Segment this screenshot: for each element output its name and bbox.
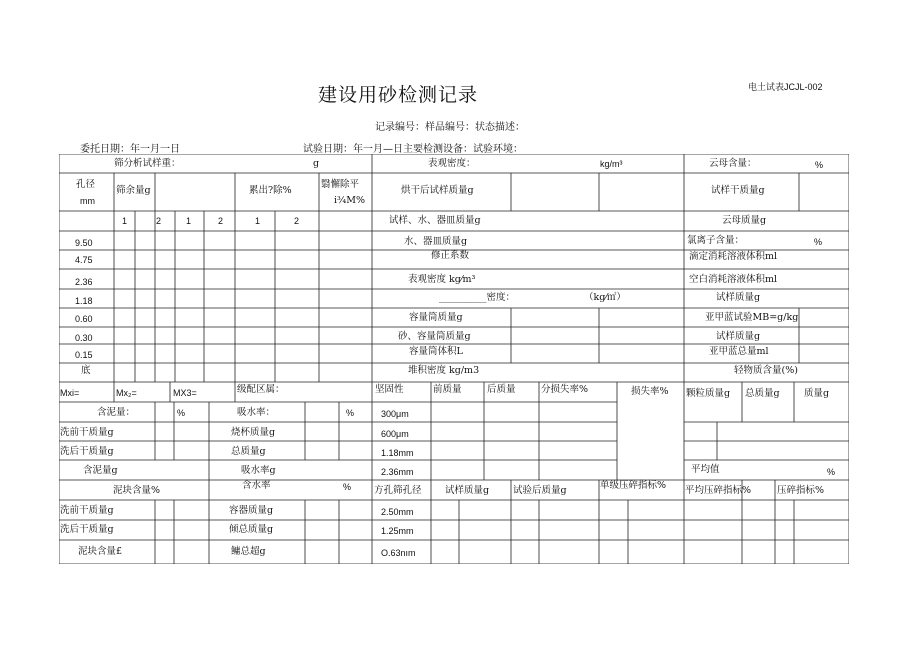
soundness-partial-label: 分损失率% bbox=[541, 384, 589, 395]
crush-size-row: 1.25mm bbox=[381, 526, 414, 536]
crush-index-label: 压碎指标% bbox=[777, 485, 825, 496]
correction-label: 修正系数 bbox=[431, 250, 470, 261]
crush-after-mass-label: 试验后质量g bbox=[513, 485, 567, 496]
titration-label: 滴定消耗溶液体积ml bbox=[689, 251, 778, 262]
grading-zone-label: 级配区属： bbox=[237, 384, 285, 395]
sample-mass-2-label: 试样质量g bbox=[716, 331, 761, 342]
sieve-sample-weight-unit: g bbox=[313, 158, 320, 169]
light-material-label: 轻物质含量(%) bbox=[734, 365, 798, 376]
soundness-size-row: 300μm bbox=[381, 409, 409, 419]
sieve-bottom-row: 底 bbox=[81, 365, 91, 376]
crush-size-row: O.63nım bbox=[381, 548, 416, 558]
cylinder-mass-label: 容量筒质量g bbox=[409, 312, 463, 323]
residue-sub-1b: 1 bbox=[186, 216, 192, 226]
apparent-density-label: 表观密度： bbox=[428, 158, 476, 169]
chloride-label: 氯离子含量： bbox=[687, 235, 745, 246]
sieve-size-row: 4.75 bbox=[75, 255, 93, 265]
crush-single-label: 单级压碎指标% bbox=[600, 480, 667, 491]
particle-average-label: 平均值 bbox=[691, 464, 720, 475]
cumulative-header: 累出?除% bbox=[249, 185, 292, 196]
sieve-size-row: 0.15 bbox=[75, 350, 93, 360]
dried-mass-label: 烘干后试样质量g bbox=[401, 185, 474, 196]
particle-grade-mass-label: 颗粒质量g bbox=[686, 388, 731, 399]
apparent-density-unit: kg/m³ bbox=[600, 159, 623, 169]
crush-sieve-label: 方孔筛孔径 bbox=[374, 485, 422, 496]
sieve-sample-weight-label: 筛分析试样重： bbox=[114, 158, 181, 169]
sieve-size-row: 1.18 bbox=[75, 296, 93, 306]
mb-total-label: 亚甲蓝总量ml bbox=[709, 346, 769, 357]
cumulative-sub-1: 1 bbox=[255, 216, 261, 226]
cylinder-volume-label: 容量筒体积L bbox=[409, 346, 463, 357]
residue-sub-1: 1 bbox=[122, 216, 128, 226]
mb-label: 亚甲蓝试验MB=g/kg bbox=[705, 312, 799, 323]
mx2-label: Mx₂= bbox=[116, 388, 137, 398]
moisture-unit: % bbox=[343, 482, 352, 492]
soundness-after-label: 后质量 bbox=[487, 384, 516, 395]
absorb-rate-g-label: 吸水率g bbox=[241, 465, 276, 476]
container-mass-label: 容器质量g bbox=[229, 505, 274, 516]
record-sheet bbox=[59, 154, 849, 564]
sand-cylinder-mass-label: 砂、容量筒质量g bbox=[398, 331, 471, 342]
sieve-size-row: 9.50 bbox=[75, 238, 93, 248]
lump-after-mass-label: 洗后干质量g bbox=[60, 524, 114, 535]
mud-content-g-label: 含泥量g bbox=[83, 465, 118, 476]
average-header: 翳懈除平 bbox=[321, 179, 360, 190]
crush-size-row: 2.50mm bbox=[381, 507, 414, 517]
crush-average-label: 平均压碎指标% bbox=[685, 485, 752, 496]
total-mass-label: 总质量g bbox=[231, 446, 266, 457]
aperture-header: 孔径 bbox=[76, 179, 96, 190]
absorb-rate-label: 吸水率： bbox=[237, 407, 276, 418]
mica-dry-mass-label: 试样干质量g bbox=[711, 185, 765, 196]
cumulative-sub-2: 2 bbox=[294, 216, 300, 226]
dump-total-mass-label: 倾总质量g bbox=[229, 524, 274, 535]
mx1-label: Mxi= bbox=[60, 388, 80, 398]
soundness-before-label: 前质量 bbox=[433, 384, 462, 395]
residue-sub-2: 2 bbox=[156, 216, 162, 226]
particle-mass-label: 质量g bbox=[804, 388, 830, 399]
blank-titration-label: 空白消耗溶液体积ml bbox=[689, 274, 778, 285]
sample-mass-label: 试样质量g bbox=[716, 292, 761, 303]
sieve-size-row: 2.36 bbox=[75, 277, 93, 287]
mx3-label: MX3= bbox=[173, 388, 197, 398]
last-mass-label: 鳙总超g bbox=[231, 546, 266, 557]
sieve-size-row: 0.60 bbox=[75, 314, 93, 324]
blank-density-label: __________密度： bbox=[439, 292, 516, 303]
cup-mass-label: 烧杯质量g bbox=[231, 427, 276, 438]
crush-sample-mass-label: 试样质量g bbox=[445, 485, 490, 496]
absorb-rate-unit: % bbox=[346, 408, 355, 418]
residue-header: 筛余量g bbox=[116, 185, 151, 196]
apparent-density-row-label: 表观密度 kg⁄m³ bbox=[408, 274, 476, 285]
water-dish-label: 水、器皿质量g bbox=[404, 236, 468, 247]
mud-before-mass-label: 洗前干质量g bbox=[60, 427, 114, 438]
residue-sub-2b: 2 bbox=[218, 216, 224, 226]
lump-content-label: 泥块含量£ bbox=[78, 546, 123, 557]
mud-lump-label: 泥块含量% bbox=[113, 485, 161, 496]
mud-content-unit: % bbox=[177, 408, 186, 418]
test-date-equipment: 试验日期：年一月—日主要检测设备：试验环境： bbox=[303, 144, 523, 155]
mud-after-mass-label: 洗后干质量g bbox=[60, 446, 114, 457]
soundness-loss-label: 损失率% bbox=[631, 386, 669, 397]
page-title: 建设用砂检测记录 bbox=[318, 84, 479, 106]
mica-content-label: 云母含量： bbox=[709, 158, 757, 169]
aperture-unit: mm bbox=[80, 196, 95, 206]
average-header-2: i¾M% bbox=[334, 195, 366, 206]
particle-total-mass-label: 总质量g bbox=[745, 388, 780, 399]
bulk-density-label: 堆积密度 kg/m3 bbox=[408, 365, 480, 376]
sieve-size-row: 0.30 bbox=[75, 333, 93, 343]
entrust-date: 委托日期：年一月一日 bbox=[80, 144, 180, 155]
chloride-unit: % bbox=[814, 237, 823, 247]
mica-content-unit: % bbox=[815, 160, 824, 170]
soundness-size-row: 2.36mm bbox=[381, 467, 414, 477]
mud-content-label: 含泥量： bbox=[97, 407, 136, 418]
soundness-label: 坚固性 bbox=[375, 384, 404, 395]
moisture-label: 含水率 bbox=[242, 480, 271, 491]
sample-water-dish-label: 试样、水、器皿质量g bbox=[389, 215, 481, 226]
particle-average-unit: % bbox=[827, 467, 836, 477]
soundness-size-row: 600μm bbox=[381, 429, 409, 439]
blank-density-unit: （kg⁄㎡） bbox=[584, 292, 626, 303]
soundness-size-row: 1.18mm bbox=[381, 448, 414, 458]
form-code: 电土试表JCJL-002 bbox=[748, 82, 823, 92]
record-number-line: 记录编号：样品编号：状态描述： bbox=[375, 122, 525, 133]
mica-mass-label: 云母质量g bbox=[722, 215, 767, 226]
lump-before-mass-label: 洗前干质量g bbox=[60, 505, 114, 516]
